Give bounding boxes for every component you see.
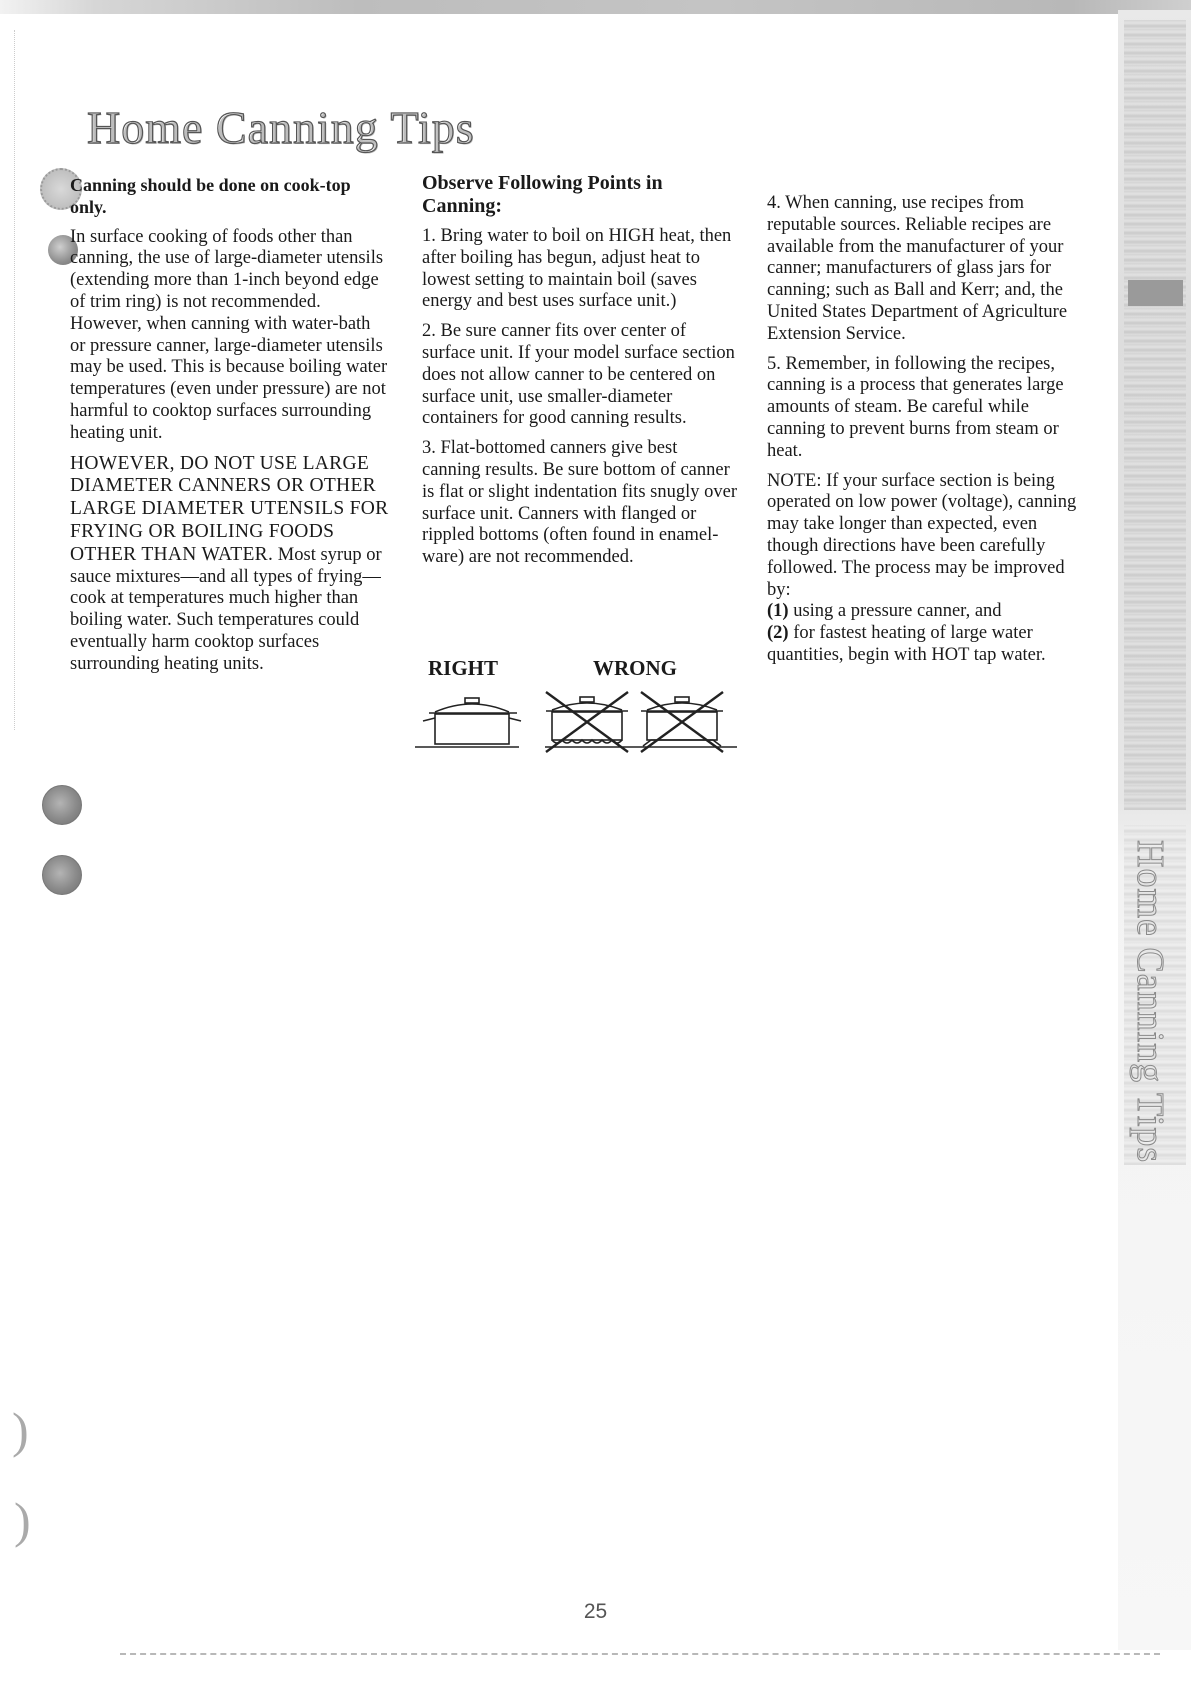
scan-bracket-mark: ) <box>12 1402 29 1458</box>
warning-detail: Most syrup or sauce mixtures—and all types of frying—cook at temperatures much higher than boiling water. Such temperatures could eventually harm cooktop surfaces surrounding heating units. <box>70 544 382 674</box>
column-right <box>767 193 1087 675</box>
point-2: 2. Be sure canner fits over center of surface unit. If your model surface section does not allow canner to be centered on surface unit, use smaller-diameter containers for good canning results. <box>422 321 735 429</box>
large-utensils-paragraph: In surface cooking of foods other than canning, the use of large-diameter utensils (extending more than 1-inch beyond edge of trim ring) is not recommended. However, when canning with water-bath or pressure canner, large-diameter utensils may be used. This is because boiling water temperatures (even under pressure) are not harmful to cooktop surfaces surrounding heating unit. <box>70 226 388 443</box>
scan-top-edge <box>0 0 1191 14</box>
side-tab-dark-band <box>1128 280 1183 306</box>
item-2-text: for fastest heating of large water quantities, begin with HOT tap water. <box>767 623 1046 665</box>
scan-bracket-mark: ) <box>14 1492 31 1548</box>
page-number: 25 <box>583 1600 608 1623</box>
figure-label-wrong: WRONG <box>593 656 677 680</box>
page-title: Home Canning Tips <box>87 102 475 153</box>
canner-right-icon <box>415 698 521 747</box>
side-tab-title: Home Canning Tips <box>1129 840 1171 1164</box>
figure-label-right: RIGHT <box>428 656 499 680</box>
warning-caps: HOWEVER, DO NOT USE LARGE DIAMETER CANNERS OR OTHER LARGE DIAMETER UTENSILS FOR FRYING OR BOILING FOODS OTHER THAN WATER. <box>70 452 389 565</box>
note-paragraph: NOTE: If your surface section is being operated on low power (voltage), canning may take longer than expected, even though directions have been carefully followed. The process may be improved by: <box>767 470 1077 600</box>
scan-bottom-edge <box>120 1653 1160 1655</box>
item-1-text: using a pressure canner, and <box>788 601 1002 622</box>
canner-wrong-flanged-icon <box>545 692 737 752</box>
column-left <box>70 175 390 684</box>
improvement-item-2 <box>767 623 1087 667</box>
point-1: 1. Bring water to boil on HIGH heat, then after boiling has begun, adjust heat to lowest setting to maintain boil (saves energy and best uses surface unit.) <box>422 226 732 312</box>
item-2-number: (2) <box>767 623 789 644</box>
point-5: 5. Remember, in following the recipes, canning is a process that generates large amounts of steam. Be careful while canning to prevent burns from steam or heat. <box>767 353 1064 461</box>
point-3: 3. Flat-bottomed canners give best canning results. Be sure bottom of canner is flat or slight indentation fits snugly over surface unit. Canners with flanged or rippled bottoms (often found in enamel-ware) are not recommended. <box>422 438 737 568</box>
canning-cooktop-note: Canning should be done on cook-top only. <box>70 175 351 217</box>
item-1-number: (1) <box>767 601 789 622</box>
improvement-item-1 <box>767 601 1087 623</box>
canner-figure <box>415 688 740 756</box>
canner-wrong-rippled-icon <box>546 692 628 752</box>
column-middle <box>422 172 737 577</box>
binder-hole-icon <box>42 785 82 825</box>
scan-left-edge <box>14 30 19 730</box>
point-4: 4. When canning, use recipes from reputable sources. Reliable recipes are available from the manufacturer of your canner; manufacturers of glass jars for canning; such as Ball and Kerr; and, the United States Department of Agriculture Extension Service. <box>767 193 1068 344</box>
warning-paragraph <box>70 453 390 676</box>
points-heading: Observe Following Points in Canning: <box>422 172 663 217</box>
binder-hole-icon <box>42 855 82 895</box>
side-tab-pattern <box>1124 20 1186 810</box>
